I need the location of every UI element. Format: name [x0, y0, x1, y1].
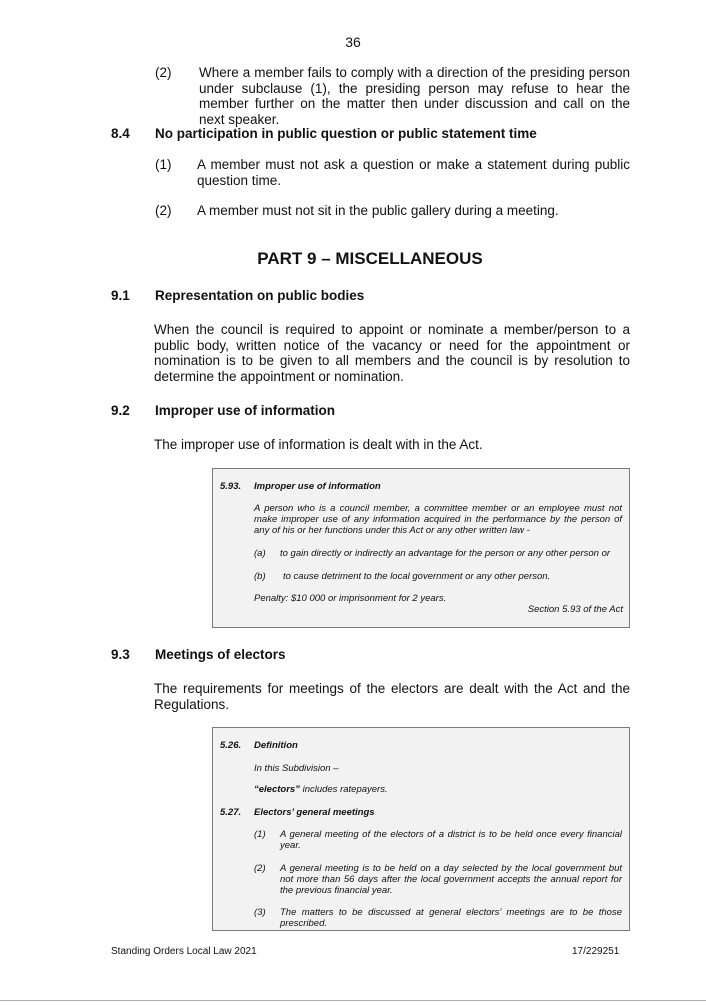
clause-number: (2) [155, 65, 172, 80]
section-title: Representation on public bodies [155, 288, 365, 303]
section-number: 9.1 [111, 288, 130, 303]
section-text: The improper use of information is dealt with in the Act. [154, 437, 483, 452]
clause-text: A member must not sit in the public gallery during a meeting. [197, 203, 559, 218]
extract-penalty: Penalty: $10 000 or imprisonment for 2 years. [254, 593, 447, 604]
extract-text: In this Subdivision – [254, 763, 339, 774]
footer-reference: 17/229251 [572, 946, 620, 957]
extract-text: A person who is a council member, a committee member or an employee must not make improper use of any information acquired in the performance by the person of any of his or her functions under this Act or any other written law - [254, 503, 622, 536]
clause-number: (2) [155, 203, 172, 218]
extract-section-title: Definition [254, 740, 298, 751]
section-text: When the council is required to appoint or nominate a member/person to a public body, written notice of the vacancy or need for the appointment or nomination is to be given to all members and the council is by resolution to determine the appointment or nomination. [154, 322, 630, 384]
definition-text: includes ratepayers. [299, 784, 388, 795]
extract-item-text: to gain directly or indirectly an advantage for the person or any other person or [280, 548, 611, 559]
page-number: 36 [345, 34, 361, 50]
clause-text: Where a member fails to comply with a direction of the presiding person under subclause (1), the presiding person may refuse to hear the member further on the matter then under discussion and call on the next speaker. [199, 65, 630, 127]
definition-line [254, 784, 388, 795]
section-text: The requirements for meetings of the electors are dealt with the Act and the Regulations. [154, 681, 630, 712]
extract-item-text: A general meeting is to be held on a day selected by the local government but not more than 56 days after the local government accepts the annual report for the previous financial year. [280, 863, 622, 896]
extract-item-number: (3) [254, 907, 266, 918]
section-title: Improper use of information [155, 403, 336, 418]
extract-section-title: Electors’ general meetings [254, 807, 375, 818]
extract-item-text: The matters to be discussed at general electors’ meetings are to be those prescribed. [280, 907, 622, 929]
extract-item-text: to cause detriment to the local government or any other person. [283, 571, 551, 582]
part-heading: PART 9 – MISCELLANEOUS [257, 249, 483, 268]
section-title: Meetings of electors [155, 647, 286, 662]
clause-number: (1) [155, 157, 172, 172]
extract-item-text: A general meeting of the electors of a district is to be held once every financial year. [280, 829, 622, 851]
act-extract-box [212, 468, 630, 628]
extract-item-number: (2) [254, 863, 266, 874]
extract-section-number: 5.93. [220, 481, 242, 492]
footer-title: Standing Orders Local Law 2021 [111, 946, 257, 957]
section-number: 8.4 [111, 126, 130, 141]
clause-text: A member must not ask a question or make a statement during public question time. [197, 157, 630, 188]
extract-section-number: 5.26. [220, 740, 242, 751]
extract-item-number: (1) [254, 829, 266, 840]
section-number: 9.3 [111, 647, 130, 662]
section-number: 9.2 [111, 403, 130, 418]
act-extract-box [212, 727, 630, 931]
extract-item-number: (a) [254, 548, 266, 559]
page-bottom-rule [0, 1000, 706, 1001]
extract-source: Section 5.93 of the Act [527, 604, 623, 615]
section-title: No participation in public question or public statement time [155, 126, 537, 141]
extract-item-number: (b) [254, 571, 266, 582]
extract-section-title: Improper use of information [254, 481, 381, 492]
extract-section-number: 5.27. [220, 807, 242, 818]
defined-term: “electors” [254, 784, 300, 795]
